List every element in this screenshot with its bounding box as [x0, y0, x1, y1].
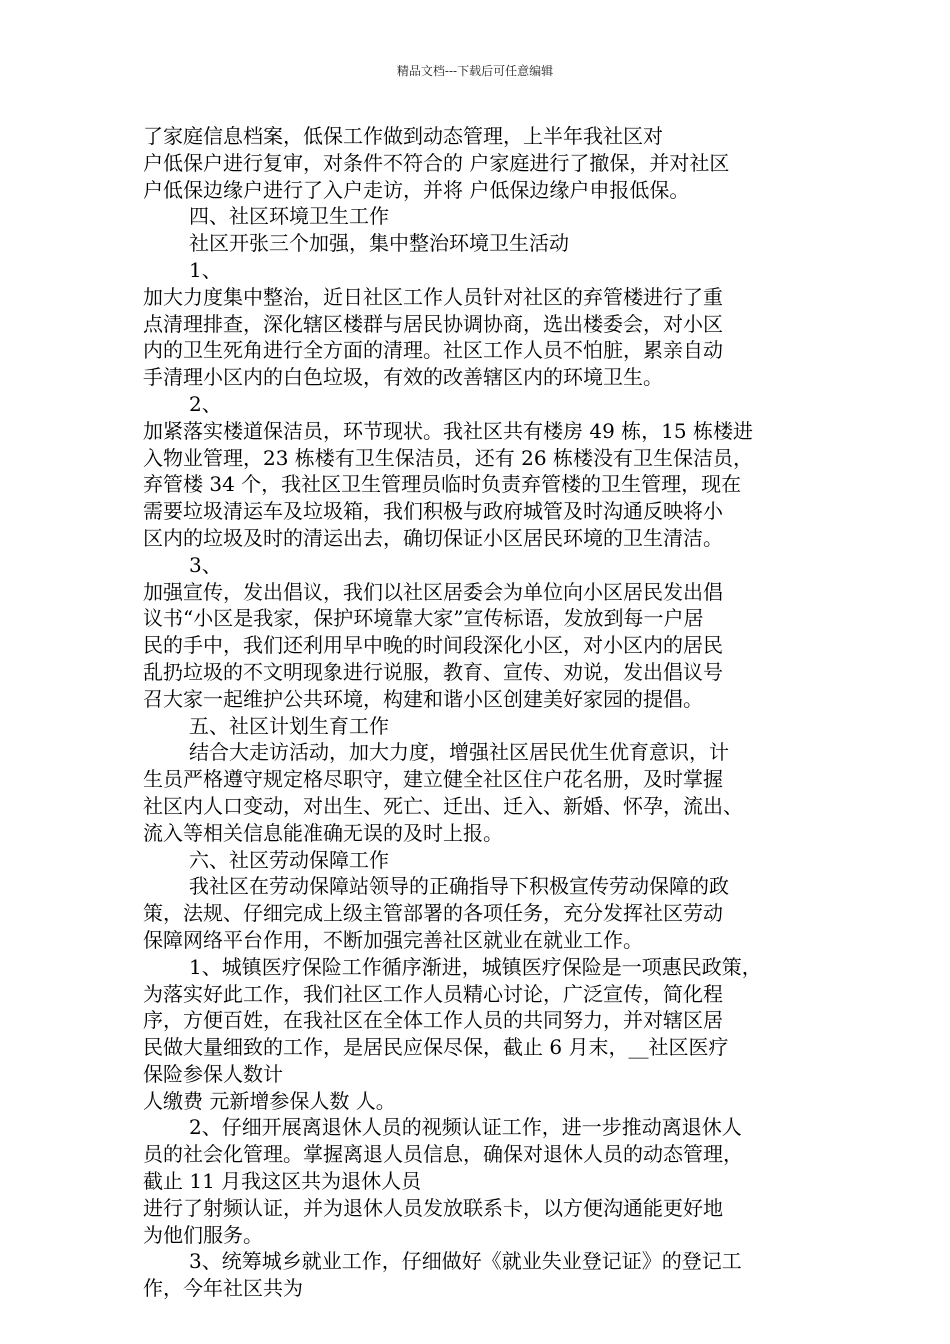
- text-line: 截止 11 月我这区共为退休人员: [143, 1169, 422, 1194]
- text-line: 员的社会化管理。掌握离退人员信息，确保对退休人员的动态管理，: [143, 1142, 743, 1167]
- text-line: 召大家一起维护公共环境，构建和谐小区创建美好家园的提倡。: [143, 686, 703, 711]
- list-number: 2、: [189, 391, 222, 416]
- text-line: 1、城镇医疗保险工作循序渐进，城镇医疗保险是一项惠民政策，: [189, 954, 762, 979]
- text-line: 我社区在劳动保障站领导的正确指导下积极宣传劳动保障的政: [189, 874, 729, 899]
- text-line: 加大力度集中整治，近日社区工作人员针对社区的弃管楼进行了重: [143, 284, 723, 309]
- text-line: 流入等相关信息能准确无误的及时上报。: [143, 820, 503, 845]
- text-line: 手清理小区内的白色垃圾，有效的改善辖区内的环境卫生。: [143, 365, 663, 390]
- text-line: 乱扔垃圾的不文明现象进行说服，教育、宣传、劝说，发出倡议号: [143, 659, 723, 684]
- text-line: 点清理排查，深化辖区楼群与居民协调协商，选出楼委会，对小区: [143, 311, 723, 336]
- text-line: 结合大走访活动，加大力度，增强社区居民优生优育意识，计: [189, 740, 729, 765]
- text-line: 人缴费 元新增参保人数 人。: [143, 1088, 396, 1113]
- text-line: 保障网络平台作用，不断加强完善社区就业在就业工作。: [143, 927, 643, 952]
- section-heading: 四、社区环境卫生工作: [189, 204, 389, 229]
- text-line: 需要垃圾清运车及垃圾箱，我们积极与政府城管及时沟通反映将小: [143, 499, 723, 524]
- text-line: 户低保边缘户进行了入户走访，并将 户低保边缘户申报低保。: [143, 177, 690, 202]
- text-line: 民做大量细致的工作，是居民应保尽保，截止 6 月末，__社区医疗: [143, 1035, 729, 1060]
- text-line: 户低保户进行复审，对条件不符合的 户家庭进行了撤保，并对社区: [143, 150, 730, 175]
- list-number: 1、: [189, 257, 222, 282]
- text-line: 议书“小区是我家，保护环境靠大家”宣传标语，发放到每一户居: [143, 606, 704, 631]
- text-line: 生员严格遵守规定格尽职守，建立健全社区住户花名册，及时掌握: [143, 767, 723, 792]
- text-line: 2、仔细开展离退休人员的视频认证工作，进一步推动离退休人: [189, 1115, 742, 1140]
- text-line: 社区内人口变动，对出生、死亡、迁出、迁入、新婚、怀孕，流出、: [143, 793, 743, 818]
- section-heading: 五、社区计划生育工作: [189, 713, 389, 738]
- document-body: [143, 123, 833, 1302]
- text-line: 区内的垃圾及时的清运出去，确切保证小区居民环境的卫生清洁。: [143, 525, 723, 550]
- page-header: 精品文档---下载后可任意编辑: [396, 64, 554, 78]
- text-line: 入物业管理，23 栋楼有卫生保洁员，还有 26 栋楼没有卫生保洁员，: [143, 445, 753, 470]
- text-line: 民的手中，我们还利用早中晚的时间段深化小区，对小区内的居民: [143, 633, 723, 658]
- text-line: 社区开张三个加强，集中整治环境卫生活动: [189, 231, 569, 256]
- section-heading: 六、社区劳动保障工作: [189, 847, 389, 872]
- text-line: 加紧落实楼道保洁员，环节现状。我社区共有楼房 49 栋，15 栋楼进: [143, 418, 753, 443]
- text-line: 内的卫生死角进行全方面的清理。社区工作人员不怕脏，累亲自动: [143, 338, 723, 363]
- list-number: 3、: [189, 552, 222, 577]
- text-line: 弃管楼 34 个，我社区卫生管理员临时负责弃管楼的卫生管理，现在: [143, 472, 742, 497]
- text-line: 进行了射频认证，并为退休人员发放联系卡，以方便沟通能更好地: [143, 1195, 723, 1220]
- text-line: 加强宣传，发出倡议，我们以社区居委会为单位向小区居民发出倡: [143, 579, 723, 604]
- text-line: 策，法规、仔细完成上级主管部署的各项任务，充分发挥社区劳动: [143, 901, 723, 926]
- text-line: 为他们服务。: [143, 1222, 263, 1247]
- text-line: 作，今年社区共为: [143, 1276, 303, 1301]
- text-line: 序，方便百姓，在我社区在全体工作人员的共同努力，并对辖区居: [143, 1008, 723, 1033]
- text-line: 3、统筹城乡就业工作，仔细做好《就业失业登记证》的登记工: [189, 1249, 742, 1274]
- text-line: 保险参保人数计: [143, 1061, 283, 1086]
- text-line: 为落实好此工作，我们社区工作人员精心讨论，广泛宣传，简化程: [143, 981, 723, 1006]
- text-line: 了家庭信息档案，低保工作做到动态管理，上半年我社区对: [143, 124, 663, 148]
